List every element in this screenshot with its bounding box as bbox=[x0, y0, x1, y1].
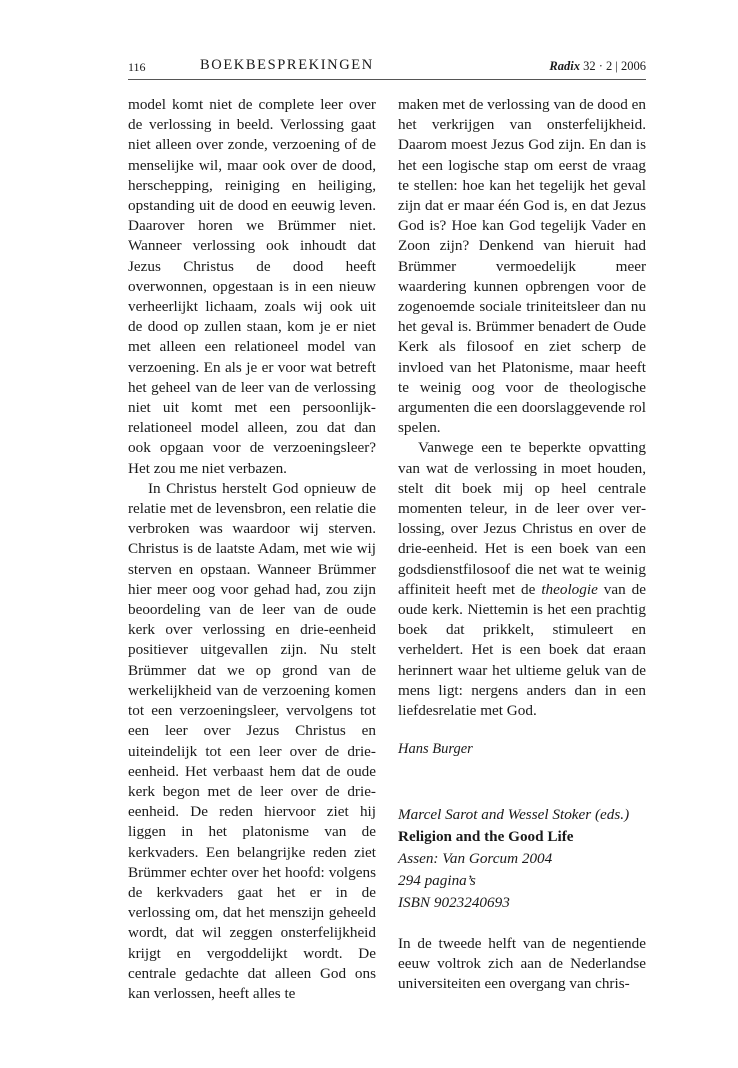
section-title: BOEKBESPREKINGEN bbox=[200, 57, 374, 73]
book-title: Religion and the Good Life bbox=[398, 827, 574, 845]
right-column bbox=[398, 95, 646, 994]
next-review-paragraph: In de tweede helft van de negentiende eeuw voltrok zich aan de Nederlandse universiteiten een overgang van chris- bbox=[398, 934, 646, 992]
review-author: Hans Burger bbox=[398, 741, 473, 758]
paragraph-2-text-b: van de oude kerk. Niettemin is het een prachtig boek dat prikkelt, stimuleert en verheldert. Het is een boek dat eraan herinnert waar het ultieme geluk van de mens ligt: nergens anders dan in een liefdesrelatie met God. bbox=[398, 580, 647, 720]
right-paragraph-1: maken met de verlossing van de dood en het verkrijgen van onsterfelijkheid. Daarom moest Jezus God zijn. En dan is het een logische stap om eerst de vraag te stellen: hoe kan het tegelijk het geval zijn dat er maar één God is, en dat Jezus God is? Hoe kan God tegelijk Vader en Zoon zijn? Denkend van hieruit had Brümmer vermoedelijk meer waardering kunnen opbrengen voor de zogenoemde sociale triniteitsleer dan nu het geval is. Brümmer benadert de Oude Kerk als filosoof en ziet scherp de invloed van het Platonisme, maar heeft te weinig oog voor de theologische argumenten die een doorslaggevende rol spelen. bbox=[398, 96, 646, 437]
running-header bbox=[128, 56, 646, 78]
book-authors: Marcel Sarot and Wessel Stoker (eds.) bbox=[398, 805, 630, 823]
journal-issue: 32 · 2 | 2006 bbox=[583, 59, 646, 73]
book-publisher: Assen: Van Gorcum 2004 bbox=[398, 849, 553, 867]
header-rule bbox=[128, 79, 646, 80]
paragraph-2-text-a: Vanwege een te beperkte opvatting van wat de verlossing in moet houden, stelt dit boek mij op heel centrale momenten teleur, in de leer over verlossing, over Jezus Christus en over de drie-eenheid. Het is een boek van een godsdienstfilosoof die net wat te weinig affiniteit heeft met de bbox=[398, 439, 646, 598]
journal-name: Radix bbox=[549, 59, 580, 73]
book-isbn: ISBN 9023240693 bbox=[398, 893, 510, 911]
left-paragraph-1: model komt niet de complete leer over de verlossing in beeld. Verlossing gaat niet alleen over zonde, verzoening of de menselijke wil, maar ook over de dood, herschepping, reiniging en heiliging, opstanding uit de dood en eeuwig leven. Daarover horen we Brümmer niet. Wanneer verlossing ook inhoudt dat Jezus Christus de dood heeft overwonnen, opgestaan is in een nieuw verheerlijkt lichaam, zoals wij ook uit de dood op zullen staan, kom je er niet met alleen een relationeel model van verzoening. En als je er voor wat betreft het geheel van de leer van de verlossing niet uit komt met een persoonlijk-relationeel model alleen, zou dat dan ook opgaan voor de verzoeningsleer? Het zou me niet verbazen. bbox=[128, 96, 376, 477]
book-pages: 294 pagina’s bbox=[398, 871, 476, 889]
paragraph-2-italic-word: theologie bbox=[541, 580, 598, 598]
left-paragraph-2: In Christus herstelt God opnieuw de relatie met de levensbron, een relatie die verbroken was waardoor wij sterven. Christus is de laatste Adam, met wie wij sterven en opstaan. Wanneer Brümmer hier meer oog voor gehad had, zou zijn beoordeling van de leer van de oude kerk over verlossing en drie-eenheid positiever uitgevallen zijn. Nu stelt Brümmer dat we op grond van de werkelijkheid van de verzoening komen tot een verzoeningsleer, vervolgens tot een leer over Jezus Christus en uiteindelijk tot een leer over de drie-eenheid. Het verbaast hem dat de oude kerk begon met de leer over de drie-eenheid. De reden hiervoor ziet hij liggen in het platonisme van de kerkvaders. Een belangrijke reden ziet Brümmer echter over het hoofd: volgens de kerkvaders gaat het er in de verlossing om, dat het menszijn geheeld wordt, dat wil zeggen onsterfelijkheid krijgt en vergoddelijkt wordt. De centrale gedachte dat alleen God ons kan verlossen, heeft alles te bbox=[128, 479, 376, 1002]
page-number: 116 bbox=[128, 60, 146, 74]
left-column bbox=[128, 95, 376, 1004]
book-reference bbox=[398, 804, 646, 914]
journal-info bbox=[549, 59, 646, 74]
right-paragraph-2 bbox=[398, 438, 646, 721]
